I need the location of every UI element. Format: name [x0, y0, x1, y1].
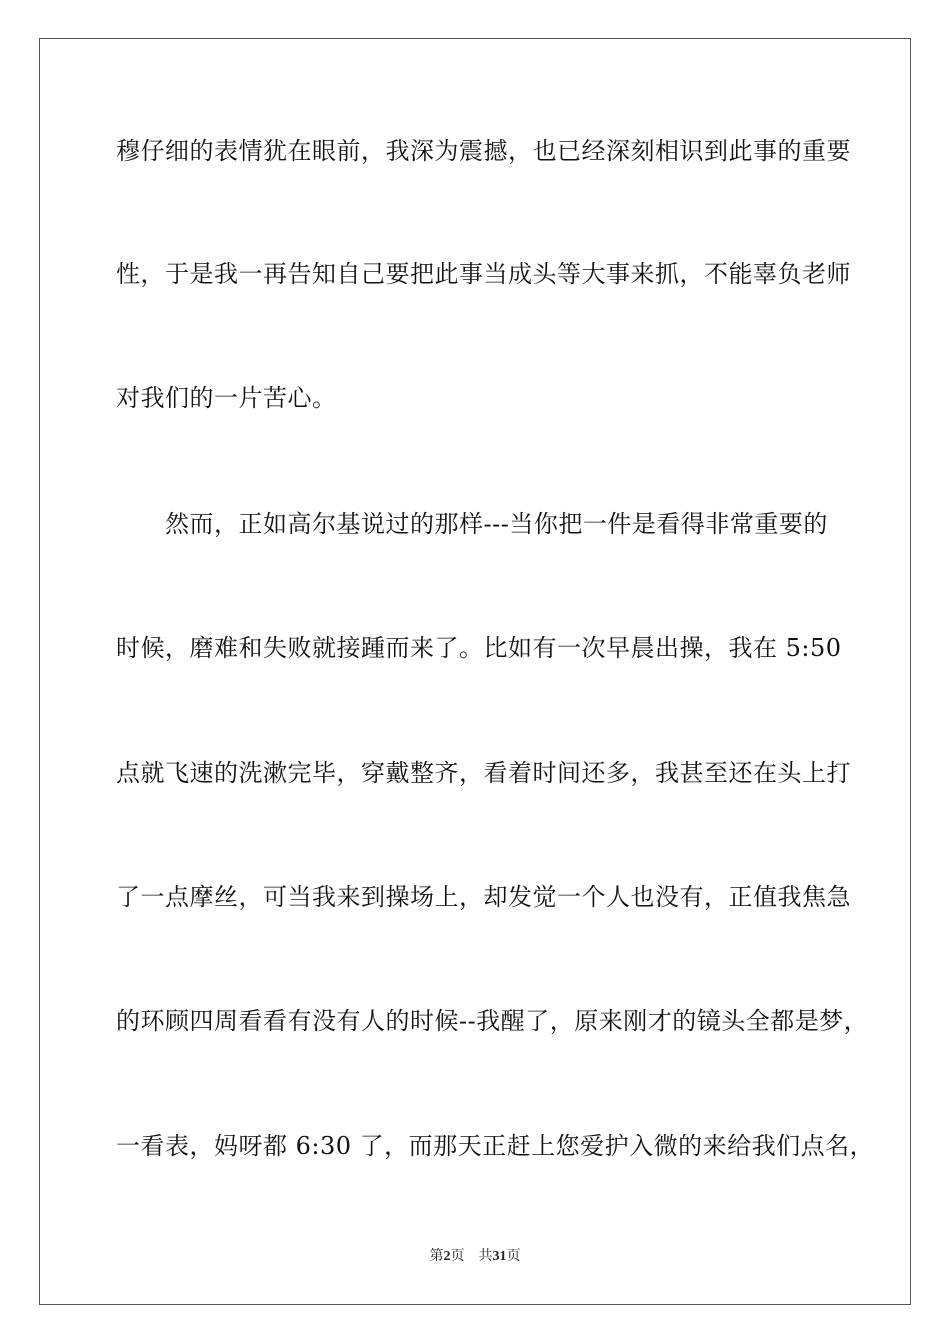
- total-prefix: 共: [478, 1248, 493, 1264]
- text-line-7: 了一点摩丝，可当我来到操场上，却发觉一个人也没有，正值我焦急: [116, 883, 851, 911]
- page-number: 2: [443, 1249, 451, 1264]
- page-border: [39, 38, 911, 1305]
- text-line-3: 对我们的一片苦心。: [116, 384, 337, 412]
- text-line-2: 性，于是我一再告知自己要把此事当成头等大事来抓，不能辜负老师: [116, 260, 851, 288]
- text-line-4: 然而，正如高尔基说过的那样---当你把一件是看得非常重要的: [165, 510, 828, 538]
- page-prefix: 第: [429, 1248, 444, 1264]
- page-suffix: 页: [450, 1248, 465, 1264]
- text-line-9: 一看表，妈呀都 6:30 了，而那天正赶上您爱护入微的来给我们点名，: [116, 1132, 875, 1160]
- text-line-1: 穆仔细的表情犹在眼前，我深为震撼，也已经深刻相识到此事的重要: [116, 137, 851, 165]
- text-line-6: 点就飞速的洗漱完毕，穿戴整齐，看着时间还多，我甚至还在头上打: [116, 759, 851, 787]
- text-line-8: 的环顾四周看看有没有人的时候--我醒了，原来刚才的镜头全都是梦，: [116, 1007, 869, 1035]
- text-line-5: 时候，磨难和失败就接踵而来了。比如有一次早晨出操，我在 5:50: [116, 634, 842, 662]
- total-suffix: 页: [506, 1248, 521, 1264]
- page-footer: [0, 1247, 950, 1266]
- total-pages: 31: [492, 1249, 507, 1264]
